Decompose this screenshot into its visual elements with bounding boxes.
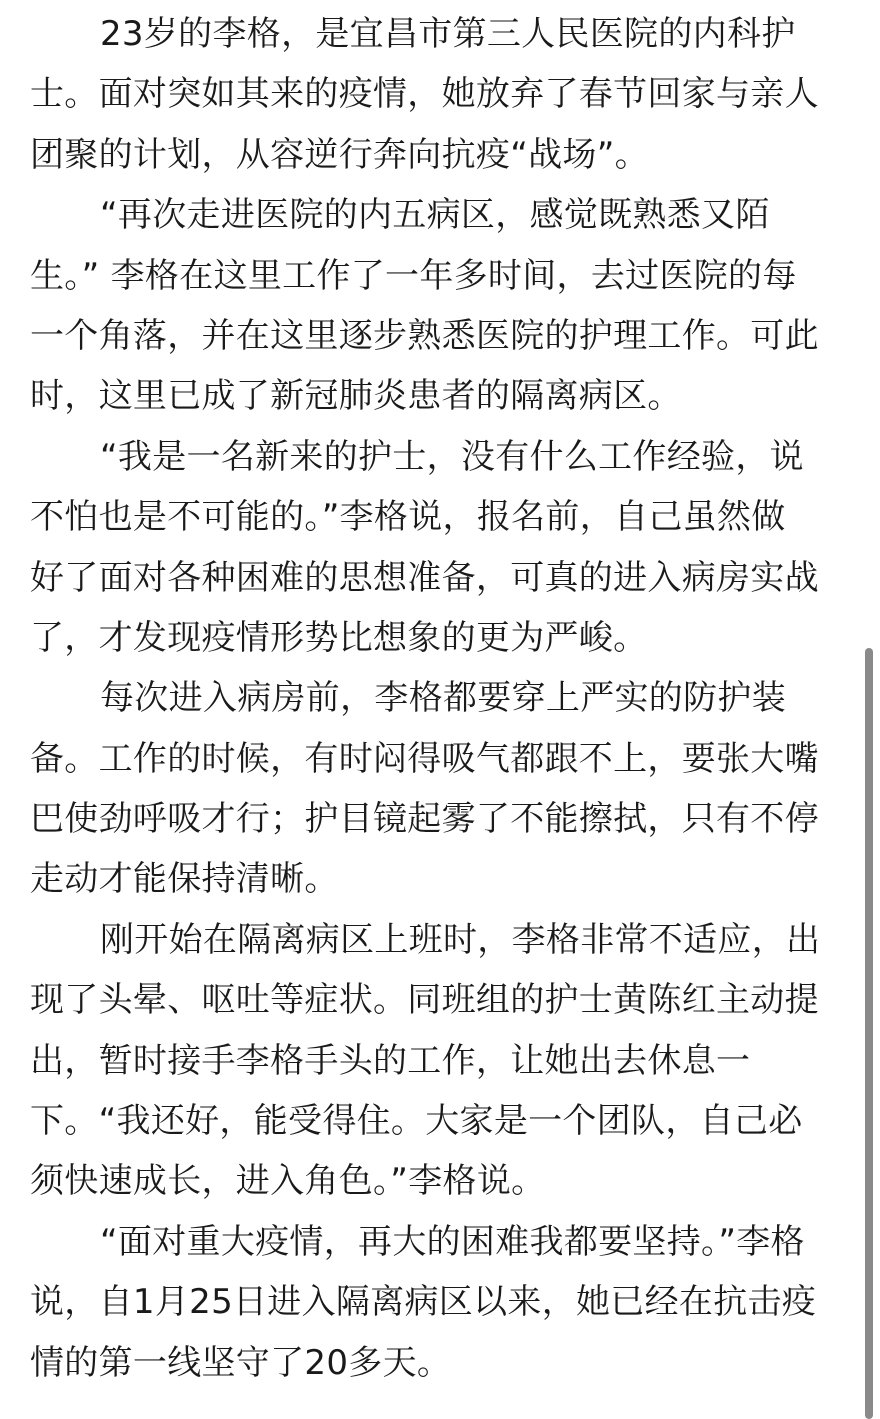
text-line: 好了面对各种困难的思想准备，可真的进入病房实战: [30, 557, 819, 598]
text-line: 了，才发现疫情形势比想象的更为严峻。: [30, 617, 648, 658]
scrollbar[interactable]: [865, 648, 873, 1419]
text-line: “我是一名新来的护士，没有什么工作经验，说: [100, 436, 804, 477]
text-line: 巴使劲呼吸才行；护目镜起雾了不能擦拭，只有不停: [30, 799, 819, 840]
text-line: 出，暂时接手李格手头的工作，让她出去休息一: [30, 1040, 751, 1081]
text-line: 下。“我还好，能受得住。大家是一个团队，自己必: [30, 1101, 803, 1142]
text-line: 备。工作的时候，有时闷得吸气都跟不上，要张大嘴: [30, 738, 819, 779]
text-line: 一个角落，并在这里逐步熟悉医院的护理工作。可此: [30, 315, 819, 356]
text-line: 士。面对突如其来的疫情，她放弃了春节回家与亲人: [30, 74, 819, 115]
text-line: 现了头晕、呕吐等症状。同班组的护士黄陈红主动提: [30, 980, 819, 1021]
text-line: 刚开始在隔离病区上班时，李格非常不适应，出: [100, 919, 821, 960]
text-line: 说，自1月25日进入隔离病区以来，她已经在抗击疫: [30, 1282, 817, 1323]
text-line: “面对重大疫情，再大的困难我都要坚持。”李格: [100, 1221, 805, 1262]
text-line: 生。” 李格在这里工作了一年多时间，去过医院的每: [30, 255, 797, 296]
article-body: [30, 4, 842, 1393]
text-line: “再次走进医院的内五病区，感觉既熟悉又陌: [100, 195, 770, 236]
text-line: 走动才能保持清晰。: [30, 859, 339, 900]
text-line: 时，这里已成了新冠肺炎患者的隔离病区。: [30, 376, 682, 417]
text-line: 须快速成长，进入角色。”李格说。: [30, 1161, 546, 1202]
text-line: 每次进入病房前，李格都要穿上严实的防护装: [100, 678, 786, 719]
text-line: 团聚的计划，从容逆行奔向抗疫“战场”。: [30, 134, 649, 175]
text-line: 情的第一线坚守了20多天。: [30, 1342, 452, 1383]
text-line: 不怕也是不可能的。”李格说，报名前，自己虽然做: [30, 497, 786, 538]
text-line: 23岁的李格，是宜昌市第三人民医院的内科护: [100, 14, 796, 54]
